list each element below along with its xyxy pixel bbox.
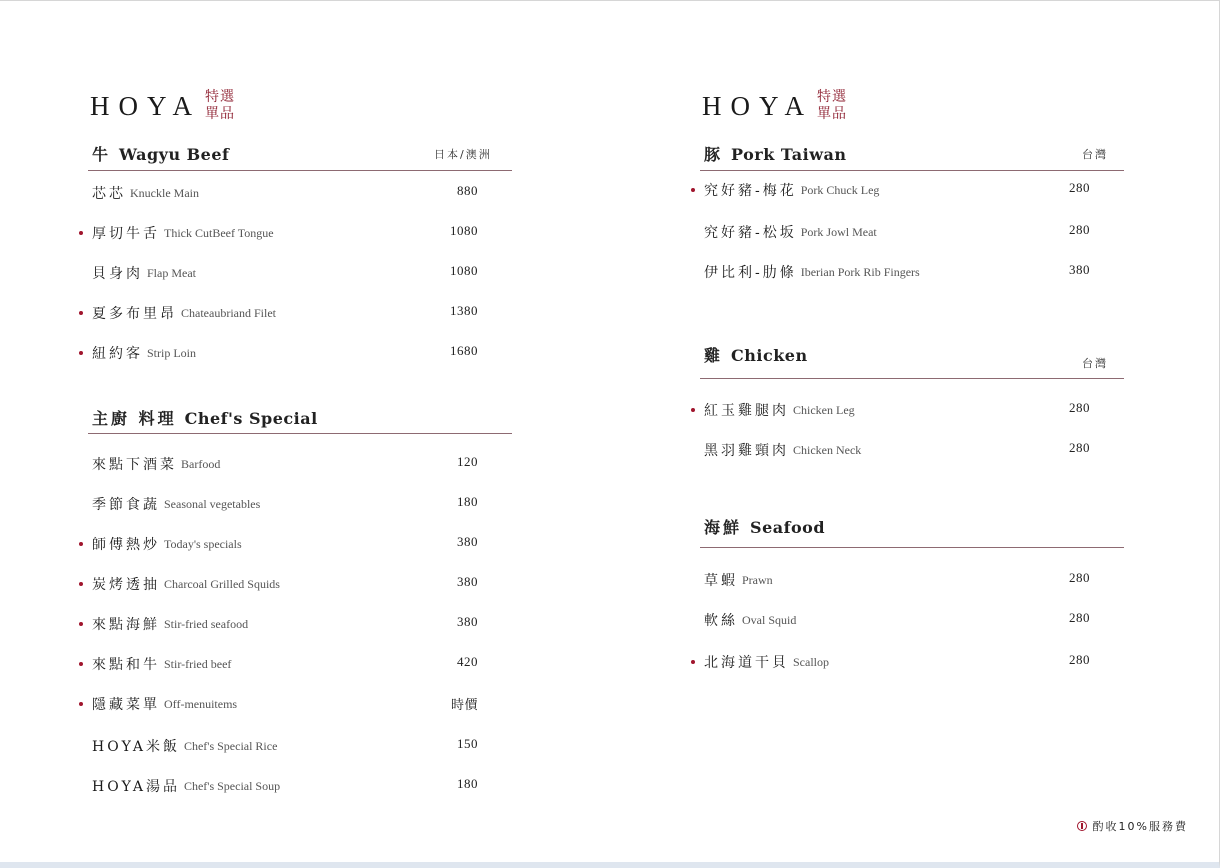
recommended-dot-icon [79,702,83,706]
menu-item [704,568,773,592]
menu-item [92,181,199,205]
item-name-zh: 季節食蔬 [92,497,160,513]
item-name-en: Strip Loin [147,345,197,360]
item-name-en: Chicken Neck [793,442,862,457]
section-title-seafood: 海鮮 Seafood [704,518,826,537]
item-name-zh: 紐約客 [92,346,143,362]
item-name-zh: 究好豬-梅花 [704,183,797,199]
section-title-chef-special: 主廚 料理 Chef's Special [92,409,318,428]
item-name-en: Off-menuitems [164,696,238,711]
menu-item [92,532,242,556]
section-title-wagyu: 牛 Wagyu Beef [92,145,230,164]
item-name-en: Thick CutBeef Tongue [164,225,274,240]
item-name-zh: 北海道干貝 [704,655,789,671]
item-name-en: Knuckle Main [130,185,199,200]
menu-item [92,612,248,636]
item-price: 1680 [450,343,478,358]
item-name-en: Chef's Special Rice [183,738,278,753]
item-name-en: Scallop [793,654,829,669]
menu-item [92,572,280,596]
item-name-zh: HOYA湯品 [92,779,180,795]
item-name-zh: 芯芯 [92,186,126,202]
item-price: 1380 [450,303,478,318]
brand-header-right [702,88,847,124]
item-name-zh: 炭烤透抽 [92,577,160,593]
menu-item [92,301,276,325]
menu-item [704,178,879,202]
recommended-dot-icon [79,311,83,315]
menu-item [92,452,220,476]
item-price: 1080 [450,263,478,278]
item-name-en: Seasonal vegetables [164,496,261,511]
item-price: 280 [1069,570,1090,585]
item-price: 180 [457,494,478,509]
item-name-en: Stir-fried seafood [164,616,249,631]
item-price: 280 [1069,400,1090,415]
item-name-zh: 隱藏菜單 [92,697,160,713]
brand-header-left [90,88,235,124]
menu-item [92,341,196,365]
item-name-zh: 來點和牛 [92,657,160,673]
menu-item [92,221,274,245]
menu-item [704,398,855,422]
menu-item [92,492,260,516]
item-name-en: Chef's Special Soup [183,778,281,793]
item-name-zh: 軟絲 [704,613,738,629]
menu-item [704,608,796,632]
item-name-zh: HOYA米飯 [92,739,180,755]
item-price: 180 [457,776,478,791]
menu-item [92,692,237,716]
item-price: 280 [1069,440,1090,455]
item-price: 380 [1069,262,1090,277]
info-icon [1077,821,1087,831]
item-name-zh: 貝身肉 [92,266,143,282]
region-label-pork: 台灣 [1082,148,1108,161]
item-price: 280 [1069,610,1090,625]
recommended-dot-icon [79,351,83,355]
section-divider [700,170,1124,171]
item-name-en: Charcoal Grilled Squids [164,576,280,591]
recommended-dot-icon [691,188,695,192]
menu-item [704,260,920,284]
section-divider [88,433,512,434]
item-name-zh: 黑羽雞頸肉 [704,443,789,459]
item-name-en: Stir-fried beef [164,656,232,671]
menu-item [92,734,277,758]
section-title-pork: 豚 Pork Taiwan [704,145,847,164]
section-divider [700,547,1124,548]
item-name-zh: 草蝦 [704,573,738,589]
recommended-dot-icon [79,542,83,546]
item-name-en: Prawn [742,572,773,587]
item-price: 880 [457,183,478,198]
item-name-zh: 夏多布里昂 [92,306,177,322]
item-price: 280 [1069,222,1090,237]
item-price: 280 [1069,180,1090,195]
menu-item [92,774,280,798]
item-name-zh: 來點海鮮 [92,617,160,633]
recommended-dot-icon [79,231,83,235]
recommended-dot-icon [691,660,695,664]
item-name-en: Chicken Leg [793,402,855,417]
item-name-en: Barfood [181,456,221,471]
item-name-zh: 師傅熱炒 [92,537,160,553]
item-name-en: Pork Chuck Leg [800,182,880,197]
item-name-zh: 伊比利-肋條 [704,265,797,281]
section-divider [88,170,512,171]
item-name-zh: 究好豬-松坂 [704,225,797,241]
hoya-logo: HOYA [90,90,202,121]
recommended-dot-icon [79,582,83,586]
section-title-chicken: 雞 Chicken [704,346,808,365]
menu-item [92,261,196,285]
menu-item [704,650,829,674]
item-price: 420 [457,654,478,669]
brand-tagline: 特選 單品 [817,89,848,122]
region-label-chicken: 台灣 [1082,357,1108,370]
item-price: 380 [457,574,478,589]
section-divider [700,378,1124,379]
hoya-logo: HOYA [702,90,814,121]
item-price: 120 [457,454,478,469]
brand-tagline: 特選 單品 [205,89,236,122]
item-name-zh: 紅玉雞腿肉 [704,403,789,419]
menu-item [704,220,877,244]
recommended-dot-icon [691,408,695,412]
item-price: 280 [1069,652,1090,667]
item-name-en: Oval Squid [742,612,797,627]
item-price: 1080 [450,223,478,238]
item-name-zh: 厚切牛舌 [92,226,160,242]
item-name-en: Pork Jowl Meat [800,224,877,239]
item-name-zh: 來點下酒菜 [92,457,177,473]
item-name-en: Today's specials [164,536,242,551]
menu-item [704,438,861,462]
item-price: 380 [457,534,478,549]
recommended-dot-icon [79,622,83,626]
service-charge-note: 酌收10%服務費 [1077,818,1188,834]
item-price: 時價 [450,697,478,712]
recommended-dot-icon [79,662,83,666]
region-label-wagyu: 日本/澳洲 [434,148,492,161]
item-name-en: Iberian Pork Rib Fingers [800,264,920,279]
item-name-en: Chateaubriand Filet [181,305,276,320]
item-price: 150 [457,736,478,751]
menu-item [92,652,231,676]
item-name-en: Flap Meat [147,265,196,280]
item-price: 380 [457,614,478,629]
